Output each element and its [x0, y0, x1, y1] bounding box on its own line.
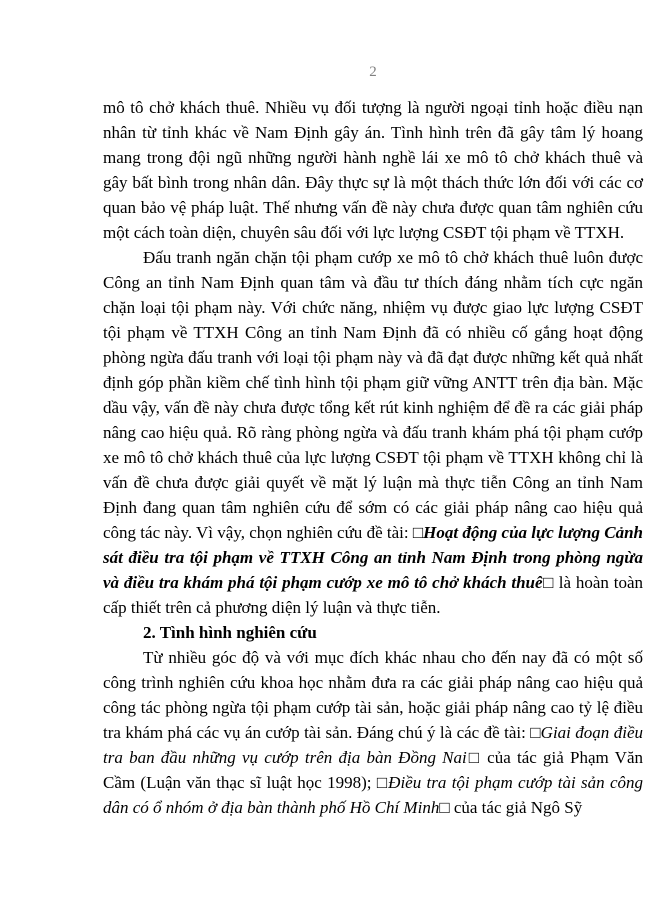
paragraph-introduction-lead: Đấu tranh ngăn chặn tội phạm cướp xe mô tô chở khách thuê luôn được Công an tỉnh Nam Định quan tâm và đầu tư thích đáng nhằm tích cực ngăn chặn loại tội phạm này. Với chức năng, nhiệm vụ được giao lực lượng CSĐT tội phạm về TTXH Công an tỉnh Nam Định đã có nhiều cố gắng hoạt động phòng ngừa đấu tranh với loại tội phạm này và đã đạt được những kết quả nhất định góp phần kiềm chế tình hình tội phạm giữ vững ANTT trên địa bàn. Mặc dầu vậy, vấn đề này chưa được tổng kết rút kinh nghiệm để đề ra các giải pháp nâng cao hiệu quả. Rõ ràng phòng ngừa và đấu tranh khám phá tội phạm cướp xe mô tô chở khách thuê của lực lượng CSĐT tội phạm về TTXH không chỉ là vấn đề chưa được giải quyết về mặt lý luận mà thực tiễn Công an tỉnh Nam Định đang quan tâm nghiên cứu để sớm có các giải pháp nâng cao hiệu quả công tác này. Vì vậy, chọn nghiên cứu đề tài:: [103, 248, 643, 542]
paragraph-introduction: [103, 245, 643, 620]
paragraph-research-overview: [103, 645, 643, 820]
research-overview-text-1: Từ nhiều góc độ và với mục đích khác nhau cho đến nay đã có một số công trình nghiên cứu khoa học nhằm đưa ra các giải pháp nâng cao hiệu quả công tác phòng ngừa tội phạm cướp tài sản, hoặc giải pháp nâng cao tỷ lệ điều tra khám phá các vụ án cướp tài sản. Đáng chú ý là các đề tài:: [103, 648, 643, 742]
research-overview-text-2: của tác giả Phạm Văn Cầm (Luận văn thạc sĩ luật học 1998);: [103, 748, 643, 792]
thesis-title: □Hoạt động của lực lượng Cảnh sát điều tra tội phạm về TTXH Công an tỉnh Nam Định trong phòng ngừa và điều tra khám phá tội phạm cướp xe mô tô chở khách thuê□: [103, 523, 643, 592]
paragraph-introduction-tail: là hoàn toàn cấp thiết trên cả phương diện lý luận và thực tiễn.: [103, 573, 643, 617]
research-overview-text-3: của tác giả Ngô Sỹ: [449, 798, 583, 817]
page-content: [103, 95, 643, 820]
page-number: 2: [369, 64, 377, 80]
cited-thesis-title-2: □Điều tra tội phạm cướp tài sản công dân có ổ nhóm ở địa bàn thành phố Hồ Chí Minh□: [103, 773, 643, 817]
paragraph-continuation: mô tô chở khách thuê. Nhiều vụ đối tượng là người ngoại tỉnh hoặc điều nạn nhân từ tỉnh khác về Nam Định gây án. Tình hình trên đã gây tâm lý hoang mang trong đội ngũ những người hành nghề lái xe mô tô chở khách thuê và gây bất bình trong nhân dân. Đây thực sự là một thách thức lớn đối với các cơ quan bảo vệ pháp luật. Thế nhưng vấn đề này chưa được quan tâm nghiên cứu một cách toàn diện, chuyên sâu đối với lực lượng CSĐT tội phạm về TTXH.: [103, 98, 643, 242]
section-heading-research-status: 2. Tình hình nghiên cứu: [143, 623, 317, 642]
cited-thesis-title-1: □Giai đoạn điều tra ban đầu những vụ cướp trên địa bàn Đồng Nai□: [103, 723, 643, 767]
